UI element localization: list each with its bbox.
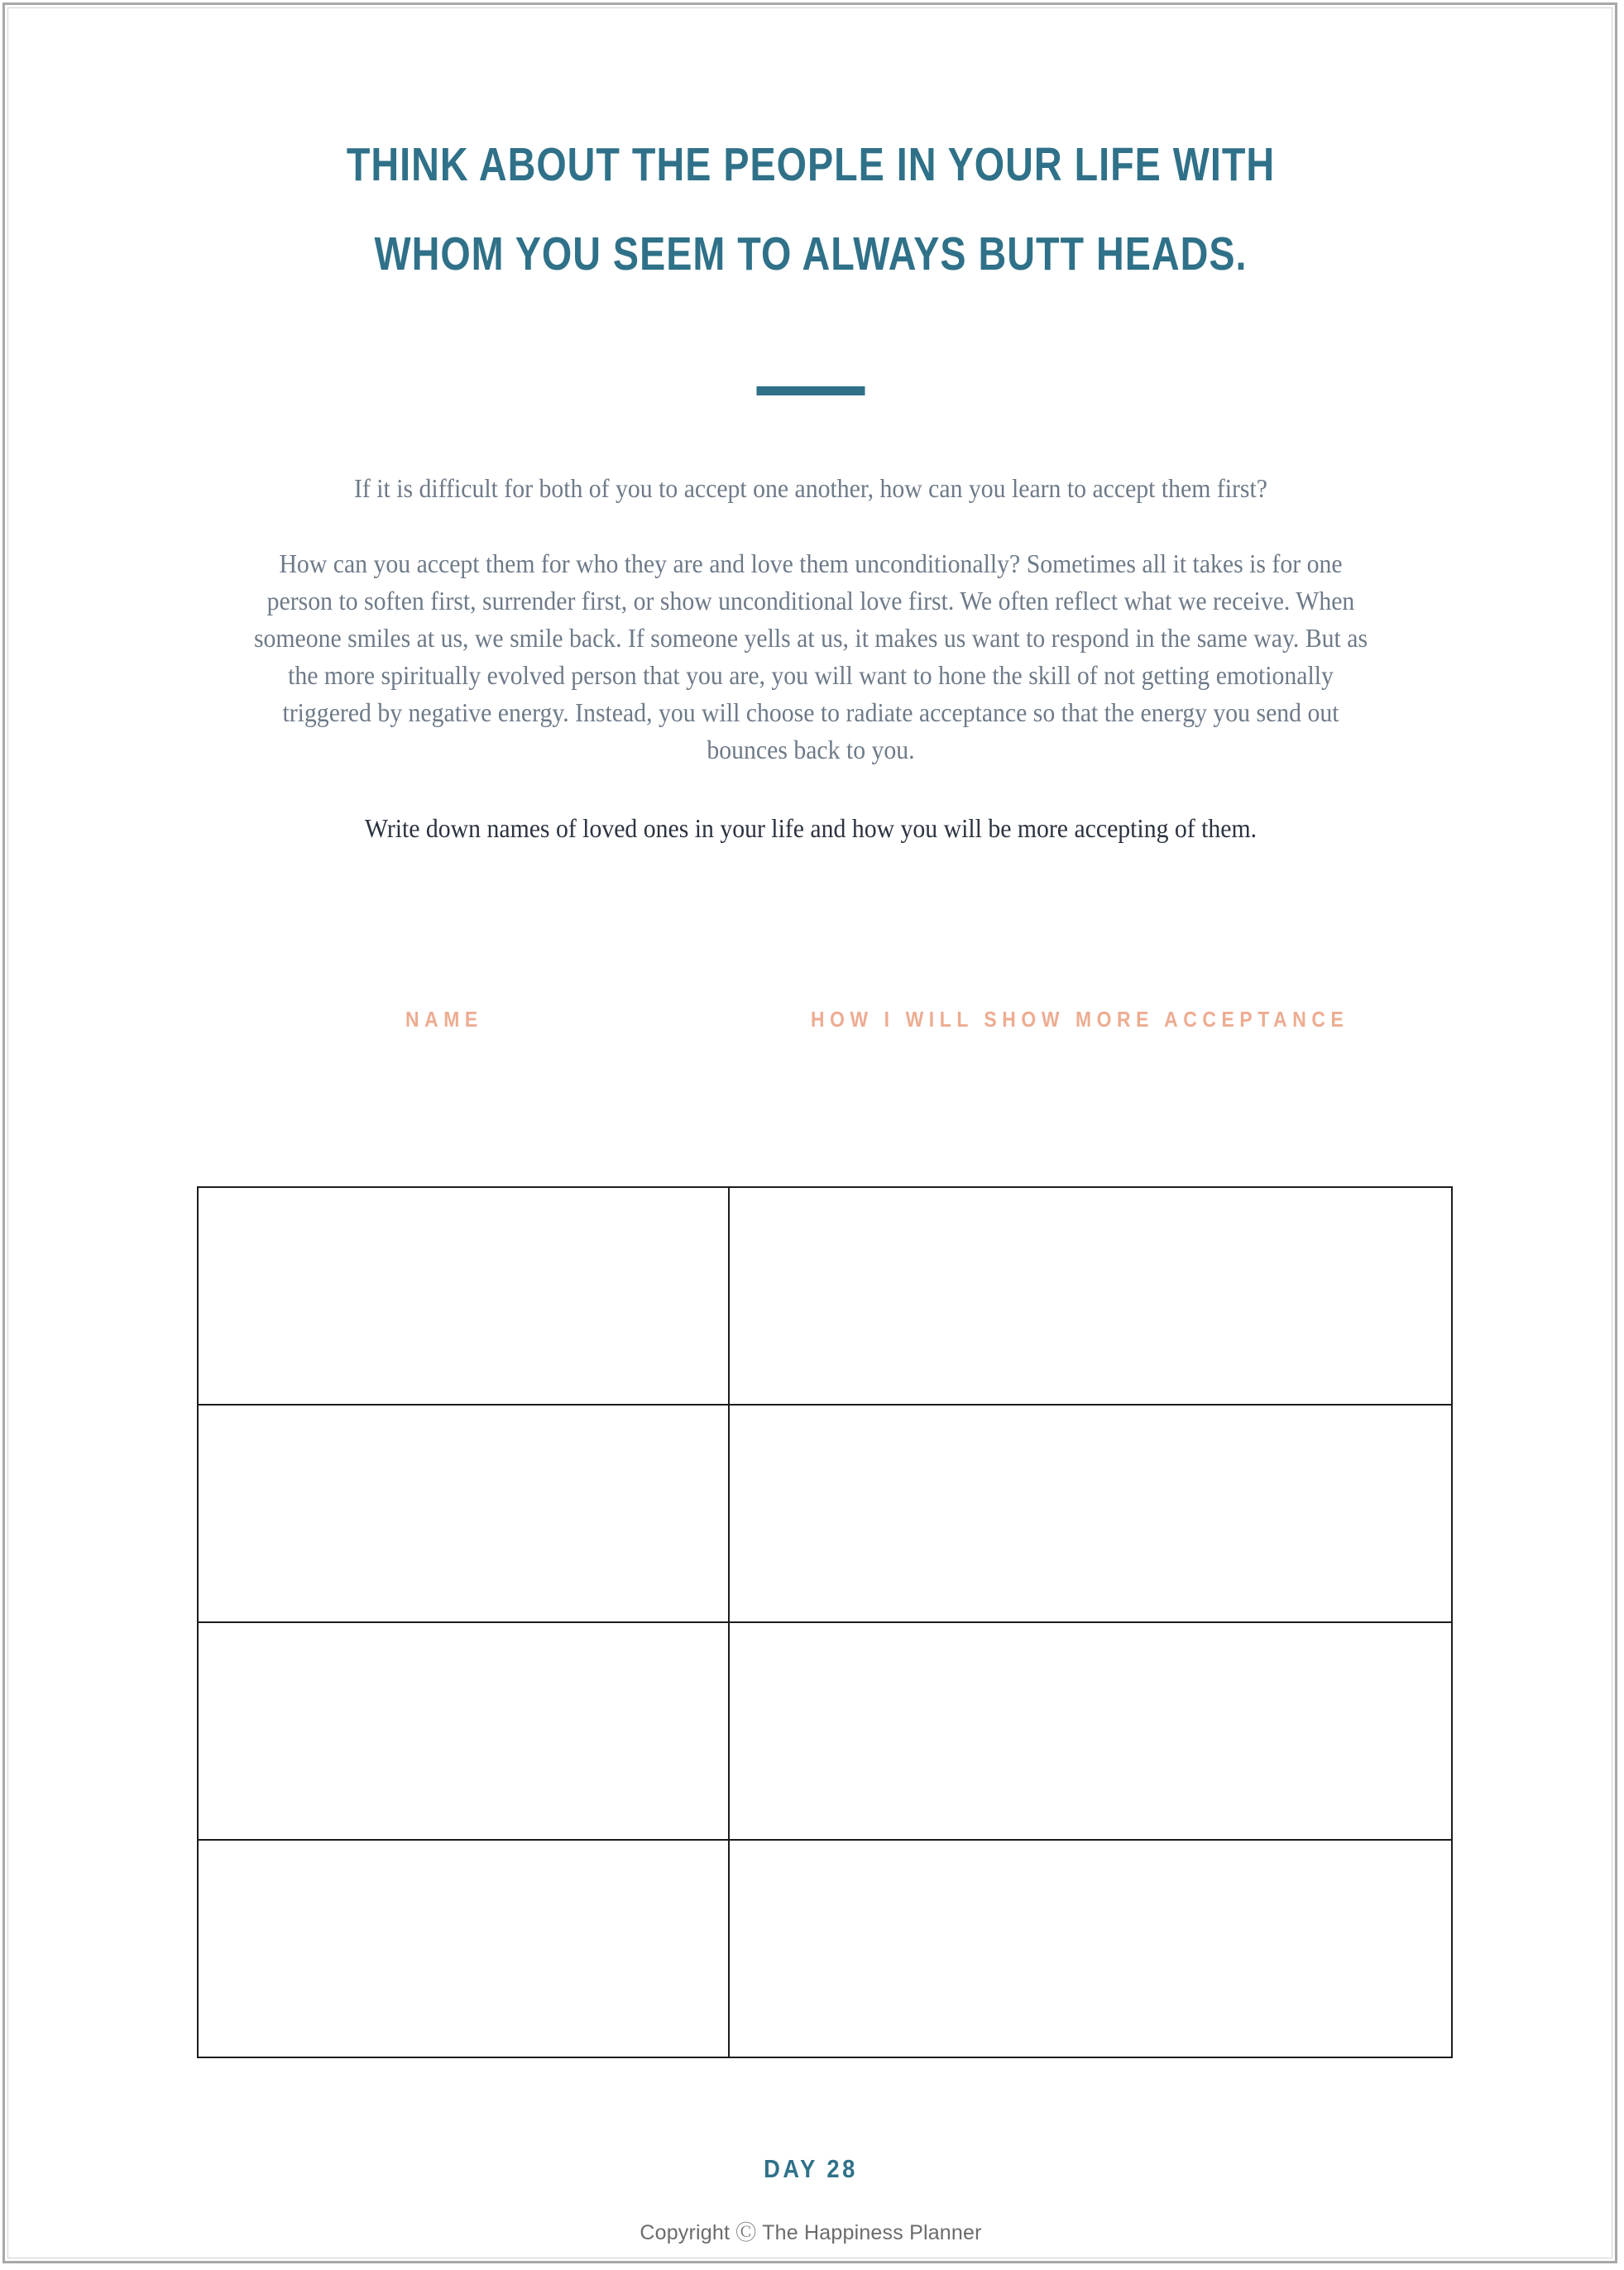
cell-acceptance-4[interactable]: [729, 1840, 1452, 2057]
cell-acceptance-3[interactable]: [729, 1622, 1452, 1840]
page-title-line-1: THINK ABOUT THE PEOPLE IN YOUR LIFE WITH: [346, 138, 1276, 191]
table-row: [198, 1405, 1452, 1622]
page-sheet: [10, 10, 1612, 2258]
cell-name-4[interactable]: [198, 1840, 729, 2057]
cell-name-2[interactable]: [198, 1405, 729, 1622]
table-row: [198, 1187, 1452, 1405]
day-label: DAY 28: [764, 2154, 858, 2183]
response-grid-body: [198, 1187, 1452, 2057]
cell-acceptance-1[interactable]: [729, 1187, 1452, 1405]
table-row: [198, 1622, 1452, 1840]
page-title: [10, 134, 1612, 285]
column-header-acceptance: HOW I WILL SHOW MORE ACCEPTANCE: [811, 1007, 1349, 1032]
title-divider-rule: [757, 386, 865, 395]
response-table: [197, 1186, 1448, 2052]
table-row: [198, 1840, 1452, 2057]
column-header-name: NAME: [405, 1007, 483, 1032]
cell-name-1[interactable]: [198, 1187, 729, 1405]
page-title-line-2: WHOM YOU SEEM TO ALWAYS BUTT HEADS.: [374, 227, 1248, 280]
copyright-notice: Copyright Ⓒ The Happiness Planner: [640, 2221, 982, 2244]
body-paragraph-text: How can you accept them for who they are and love them unconditionally? Sometimes all it takes is for one person to soften first, surrender first, or show unconditional love first. We often reflect what we receive. When someone smiles at us, we smile back. If someone yells at us, it makes us want to respond in the same way. But as the more spiritually evolved person that you are, you will want to hone the skill of not getting emotionally triggered by negative energy. Instead, you will choose to radiate acceptance so that the energy you send out bounces back to you.: [253, 548, 1368, 764]
body-copy: [207, 469, 1415, 847]
cell-acceptance-2[interactable]: [729, 1405, 1452, 1622]
response-grid: [197, 1186, 1453, 2058]
cell-name-3[interactable]: [198, 1622, 729, 1840]
instruction-text: Write down names of loved ones in your life and how you will be more accepting of them.: [364, 813, 1258, 843]
intro-question-text: If it is difficult for both of you to accept one another, how can you learn to accept them first?: [354, 473, 1267, 503]
